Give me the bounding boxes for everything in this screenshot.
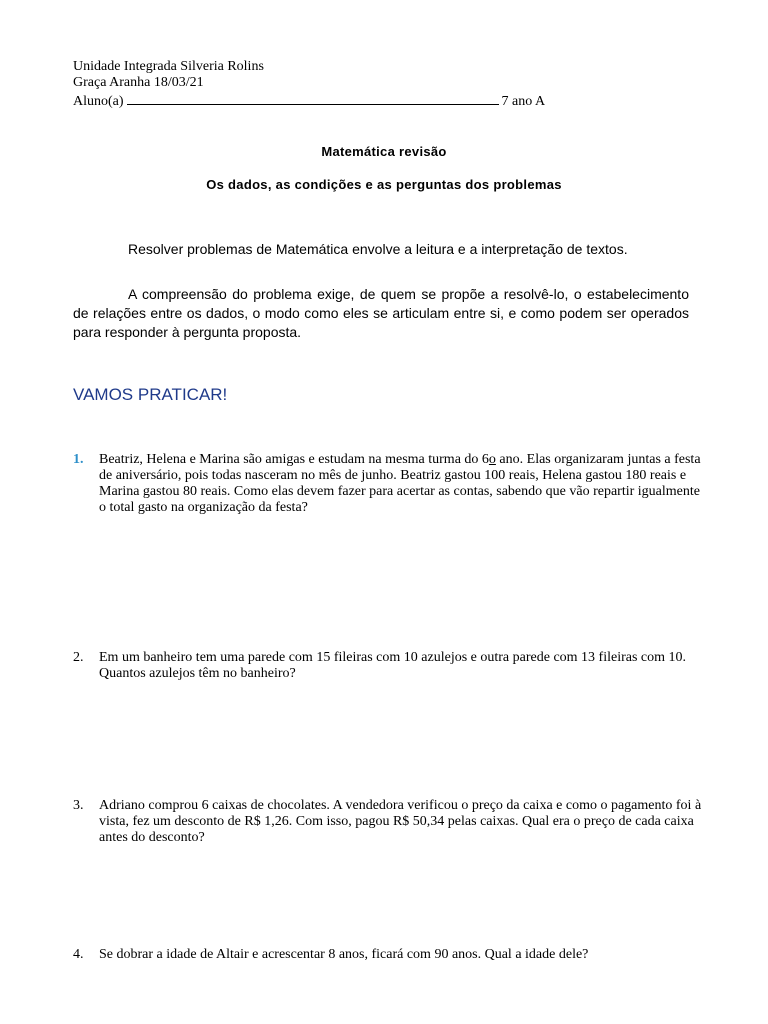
grade-label: 7 ano A xyxy=(501,94,546,109)
question-text: Se dobrar a idade de Altair e acrescentar 8 anos, ficará com 90 anos. Qual a idade dele? xyxy=(99,947,589,962)
question-number: 4. xyxy=(73,947,84,962)
question-number: 3. xyxy=(73,798,84,813)
student-label: Aluno(a) xyxy=(73,94,124,109)
practice-heading: VAMOS PRATICAR! xyxy=(73,385,228,404)
intro-paragraph-2: A compreensão do problema exige, de quem se propõe a resolvê-lo, o estabelecimento de relações entre os dados, o modo como eles se articulam entre si, e como podem ser operados para responder à pergunta proposta. xyxy=(73,286,689,340)
intro-paragraph-1: Resolver problemas de Matemática envolve a leitura e a interpretação de textos. xyxy=(128,241,628,257)
student-line xyxy=(73,91,545,110)
question-text: Em um banheiro tem uma parede com 15 fileiras com 10 azulejos e outra parede com 13 fileiras com 10. Quantos azulejos têm no banheiro? xyxy=(99,650,687,681)
subtitle: Os dados, as condições e as perguntas dos problemas xyxy=(206,177,562,192)
ordinal-marker: o xyxy=(488,452,496,467)
main-title: Matemática revisão xyxy=(321,144,447,159)
question-number: 2. xyxy=(73,650,84,665)
student-name-blank[interactable] xyxy=(127,91,499,105)
place-date: Graça Aranha 18/03/21 xyxy=(73,75,204,90)
school-name: Unidade Integrada Silveria Rolins xyxy=(73,59,264,74)
document-header xyxy=(73,59,545,110)
question-text: Adriano comprou 6 caixas de chocolates. A vendedora verificou o preço da caixa e como o pagamento foi à vista, fez um desconto de R$ 1,26. Com isso, pagou R$ 50,34 pelas caixas. Qual era o preço de cada caixa antes do desconto? xyxy=(99,798,702,845)
question-number: 1. xyxy=(73,452,84,467)
question-text: Beatriz, Helena e Marina são amigas e estudam na mesma turma do 6o ano. Elas organizaram juntas a festa de aniversário, pois todas nasceram no mês de junho. Beatriz gastou 100 reais, Helena gastou 180 reais e Marina gastou 80 reais. Como elas devem fazer para acertar as contas, sabendo que vão repartir igualmente o total gasto na organização da festa? xyxy=(99,452,701,515)
